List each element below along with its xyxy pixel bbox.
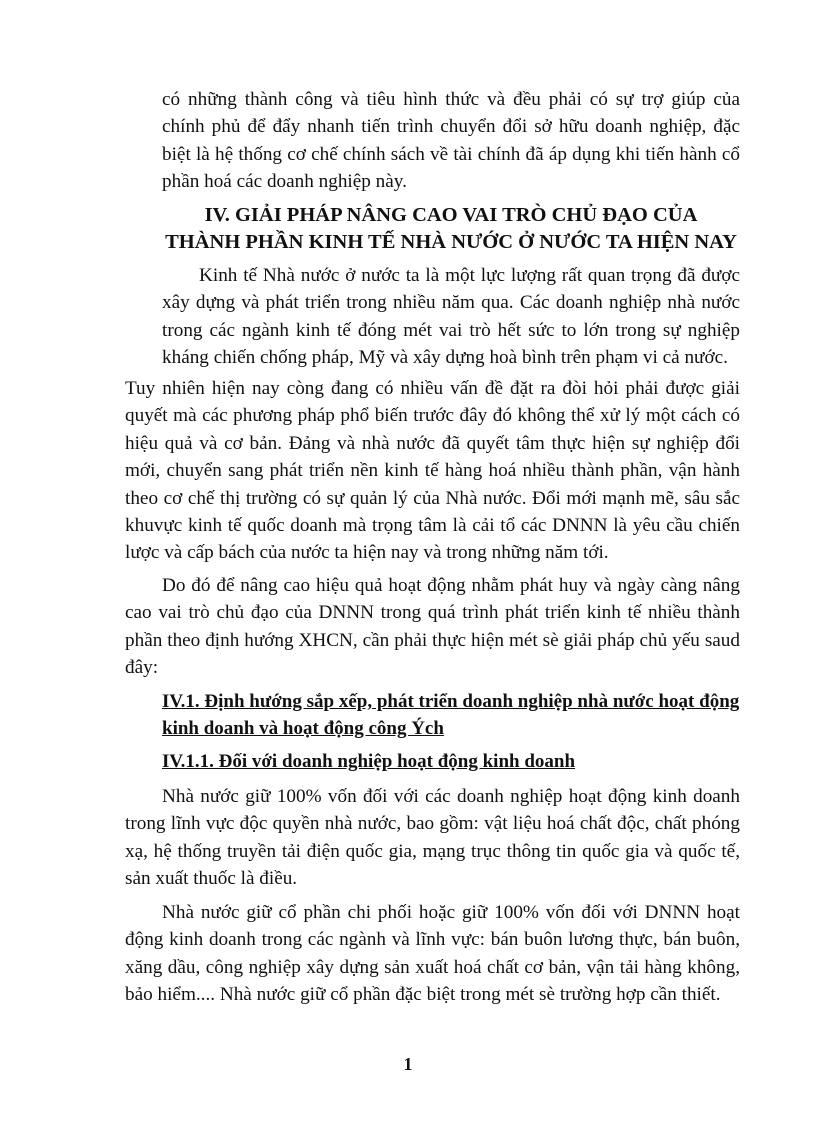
- paragraph-state-economy: Kinh tế Nhà nước ở nước ta là một lực lượng rất quan trọng đã được xây dựng và phát triển trong nhiều năm qua. Các doanh nghiệp nhà nước trong các ngành kinh tế đóng mét vai trò hết sức to lớn trong sự nghiệp kháng chiến chống pháp, Mỹ và xây dựng hoà bình trên phạm vi cả nước.: [162, 265, 740, 369]
- section-heading-line-1: IV. GIẢI PHÁP NÂNG CAO VAI TRÒ CHỦ ĐẠO CỦA: [204, 204, 698, 226]
- paragraph-continuation: có những thành công và tiêu hình thức và đều phải có sự trợ giúp của chính phủ để đẩy nhanh tiến trình chuyển đổi sở hữu doanh nghiệp, đặc biệt là hệ thống cơ chế chính sách về tài chính đã áp dụng khi tiến hành cổ phần hoá các doanh nghiệp này.: [162, 89, 740, 193]
- section-heading-line-2: THÀNH PHẦN KINH TẾ NHÀ NƯỚC Ở NƯỚC TA HIỆN NAY: [165, 231, 737, 253]
- paragraph-challenges: Tuy nhiên hiện nay còng đang có nhiều vấn đề đặt ra đòi hỏi phải được giải quyết mà các phương pháp phổ biến trước đây đó không thể xử lý một cách có hiệu quả và cơ bản. Đảng và nhà nước đã quyết tâm thực hiện sự nghiệp đổi mới, chuyển sang phát triển nền kinh tế hàng hoá nhiều thành phần, vận hành theo cơ chế thị trường có sự quản lý của Nhà nước. Đổi mới mạnh mẽ, sâu sắc khuvực kinh tế quốc doanh mà trọng tâm là cải tổ các DNNN là yêu cầu chiến lược và cấp bách của nước ta hiện nay và trong những năm tới.: [125, 378, 740, 564]
- page-number: 1: [403, 1054, 413, 1074]
- paragraph-controlling-shares: Nhà nước giữ cổ phần chi phối hoặc giữ 100% vốn đối với DNNN hoạt động kinh doanh trong các ngành và lĩnh vực: bán buôn lương thực, bán buôn, xăng dầu, công nghiệp xây dựng sản xuất hoá chất cơ bản, vận tải hàng không, bảo hiểm.... Nhà nước giữ cổ phần đặc biệt trong mét sè trường hợp cần thiết.: [125, 902, 740, 1006]
- subsection-heading-iv11: IV.1.1. Đối với doanh nghiệp hoạt động kinh doanh: [162, 751, 576, 772]
- paragraph-solutions-intro: Do đó để nâng cao hiệu quả hoạt động nhằm phát huy và ngày càng nâng cao vai trò chủ đạo của DNNN trong quá trình phát triển kinh tế nhiều thành phần theo định hướng XHCN, cần phải thực hiện mét sè giải pháp chủ yếu saud đây:: [125, 575, 740, 679]
- subsection-heading-iv1: IV.1. Định hướng sắp xếp, phát triển doanh nghiệp nhà nước hoạt động kinh doanh và hoạt động công Ých: [162, 691, 740, 739]
- paragraph-full-ownership: Nhà nước giữ 100% vốn đối với các doanh nghiệp hoạt động kinh doanh trong lĩnh vực độc quyền nhà nước, bao gồm: vật liệu hoá chất độc, chất phóng xạ, hệ thống truyền tải điện quốc gia, mạng trục thông tin quốc gia và quốc tế, sản xuất thuốc là điều.: [125, 786, 740, 890]
